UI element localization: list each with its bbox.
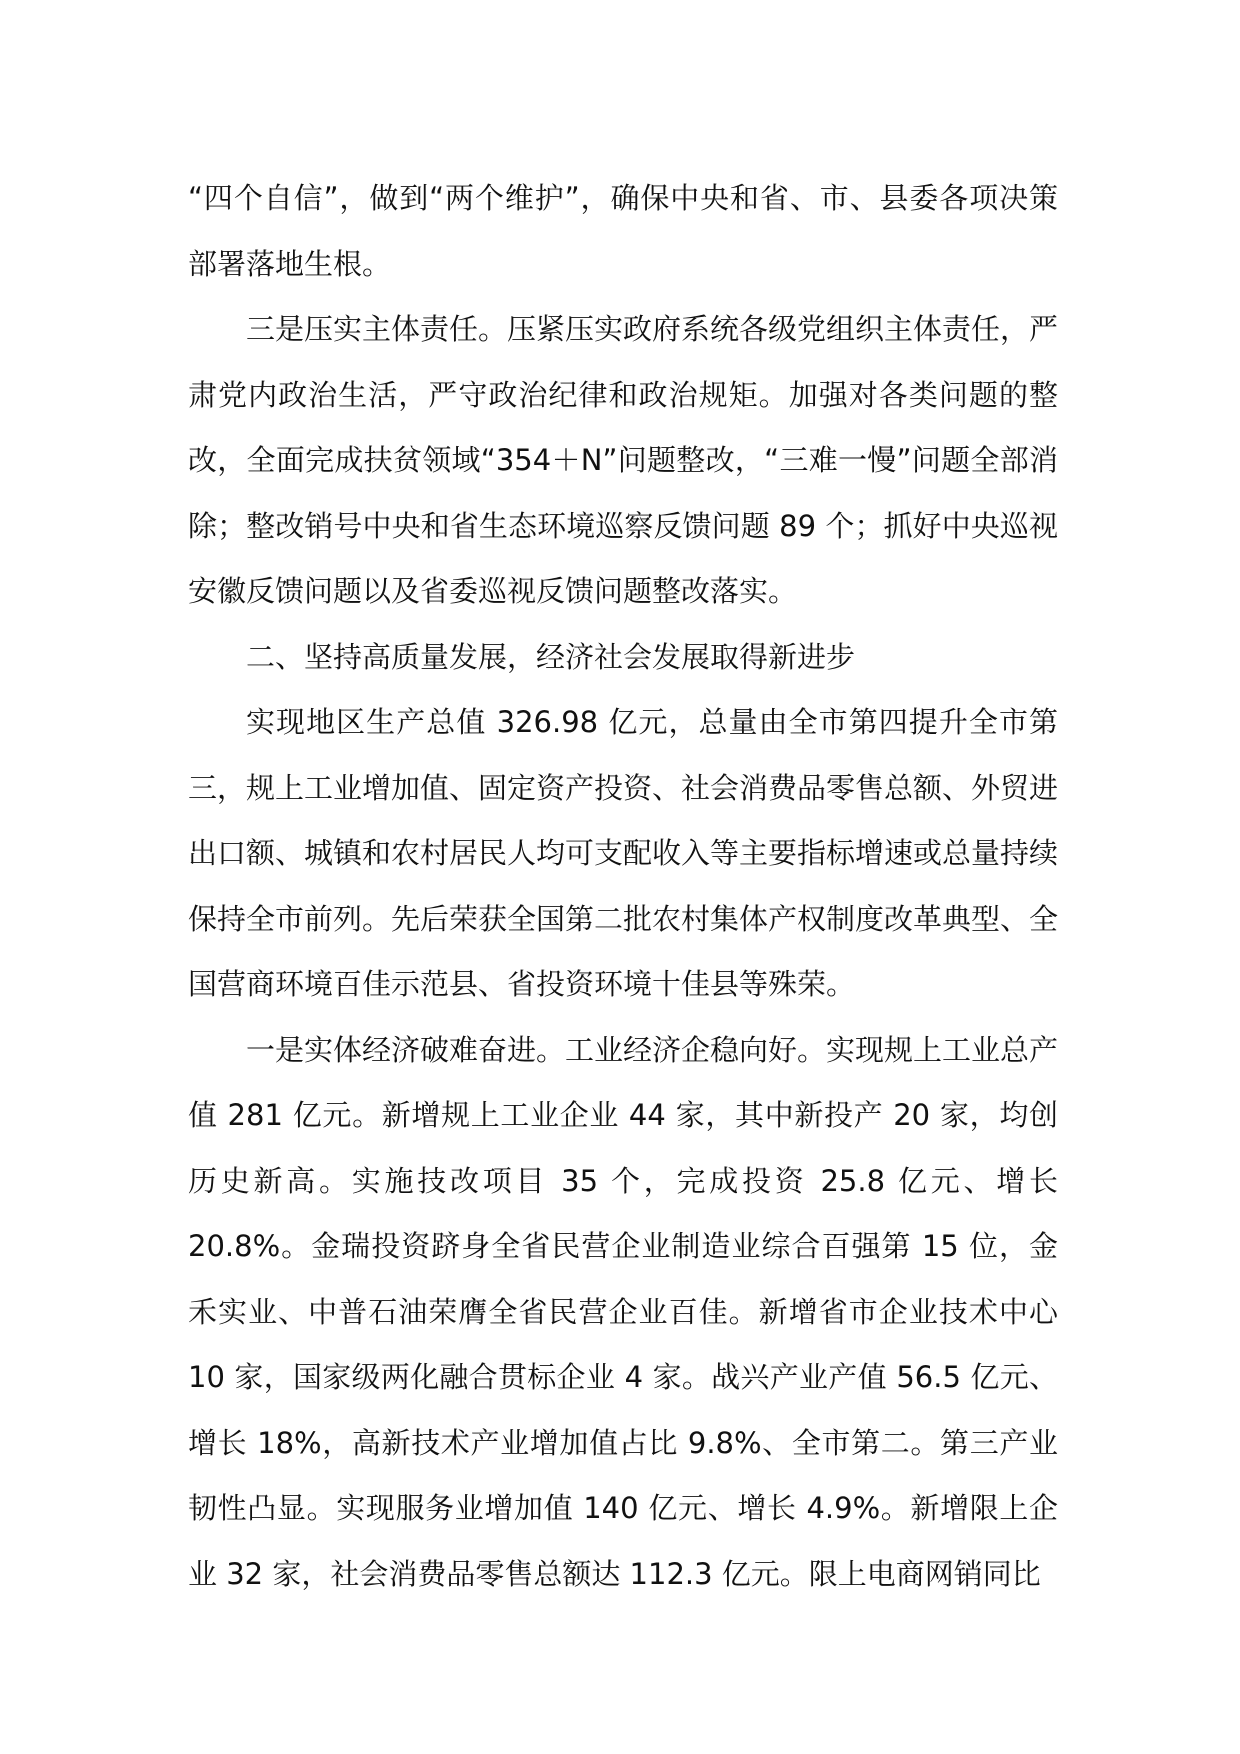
paragraph-real-economy: 一是实体经济破难奋进。工业经济企稳向好。实现规上工业总产值 281 亿元。新增规上工业企业 44 家，其中新投产 20 家，均创历史新高。实施技改项目 35 个，完成投资 25.8 亿元、增长 20.8%。金瑞投资跻身全省民营企业制造业综合百强第 15 位，金禾实业、中普石油荣膺全省民营企业百佳。新增省市企业技术中心 10 家，国家级两化融合贯标企业 4 家。战兴产业产值 56.5 亿元、增长 18%，高新技术产业增加值占比 9.8%、全市第二。第三产业韧性凸显。实现服务业增加值 140 亿元、增长 4.9%。新增限上企业 32 家，社会消费品零售总额达 112.3 亿元。限上电商网销同比 [188, 1032, 1059, 1591]
paragraph-continuation: “四个自信”，做到“两个维护”，确保中央和省、市、县委各项决策部署落地生根。 [188, 181, 1058, 281]
paragraph-responsibility: 三是压实主体责任。压紧压实政府系统各级党组织主体责任，严肃党内政治生活，严守政治纪律和政治规矩。加强对各类问题的整改，全面完成扶贫领域“354＋N”问题整改，“三难一慢”问题全部消除；整改销号中央和省生态环境巡察反馈问题 89 个；抓好中央巡视安徽反馈问题以及省委巡视反馈问题整改落实。 [188, 312, 1059, 608]
document-body [188, 166, 1058, 1607]
paragraph-gdp: 实现地区生产总值 326.98 亿元，总量由全市第四提升全市第三，规上工业增加值、固定资产投资、社会消费品零售总额、外贸进出口额、城镇和农村居民人均可支配收入等主要指标增速或总量持续保持全市前列。先后荣获全国第二批农村集体产权制度改革典型、全国营商环境百佳示范县、省投资环境十佳县等殊荣。 [188, 705, 1059, 1001]
section-heading: 二、坚持高质量发展，经济社会发展取得新进步 [246, 639, 856, 674]
